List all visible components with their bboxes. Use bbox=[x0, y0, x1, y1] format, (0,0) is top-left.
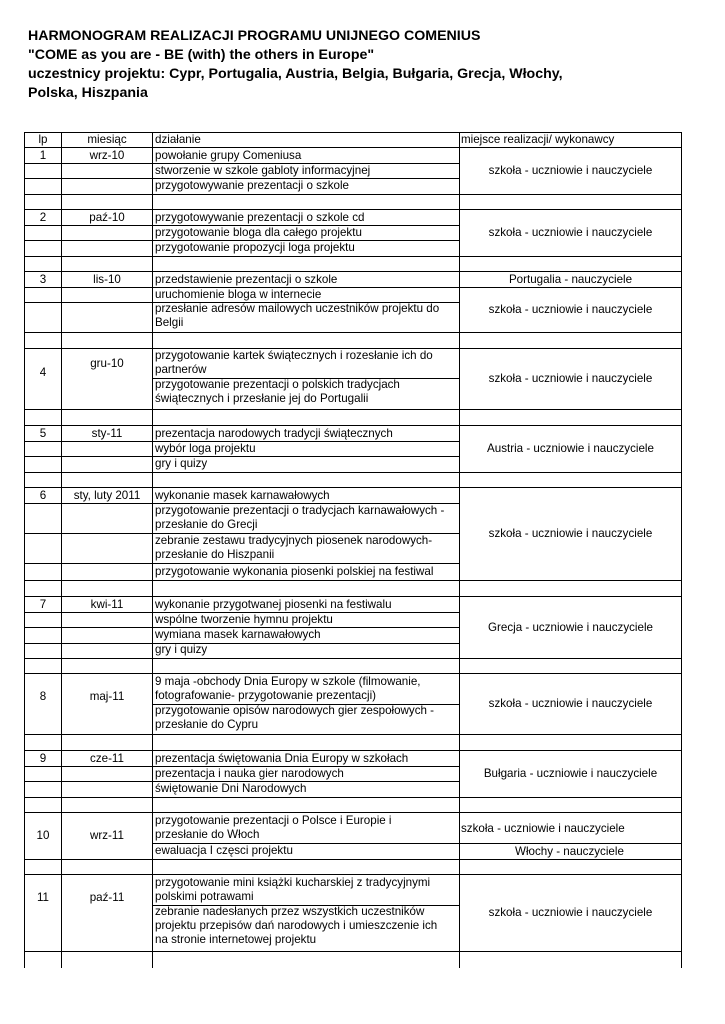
action-text: prezentacja świętowania Dnia Europy w szkołach bbox=[155, 752, 409, 765]
place-text: Włochy - nauczyciele bbox=[515, 845, 624, 858]
column-header-action: działanie bbox=[155, 133, 201, 146]
action-text: wymiana masek karnawałowych bbox=[155, 628, 321, 641]
action-text: wspólne tworzenie hymnu projektu bbox=[155, 613, 333, 626]
action-text: zebranie nadesłanych przez wszystkich uczestników bbox=[155, 905, 425, 918]
header-participants: uczestnicy projektu: Cypr, Portugalia, Austria, Belgia, Bułgaria, Grecja, Włochy, bbox=[28, 66, 563, 82]
action-text: przesłanie adresów mailowych uczestników projektu do bbox=[155, 302, 440, 315]
row-month: wrz-10 bbox=[89, 149, 125, 162]
action-text: przygotowanie prezentacji o polskich tradycjach bbox=[155, 378, 400, 391]
place-text: Portugalia - nauczyciele bbox=[508, 273, 633, 286]
action-text: przygotowywanie prezentacji o szkole cd bbox=[155, 211, 365, 224]
action-text: uruchomienie bloga w internecie bbox=[155, 288, 322, 301]
action-text: projektu przepisów dań narodowych i umieszczenie ich bbox=[155, 919, 438, 932]
action-text: wybór loga projektu bbox=[155, 442, 256, 455]
action-text: przygotowanie kartek świątecznych i rozesłanie ich do bbox=[155, 349, 433, 362]
action-text: przygotowanie prezentacji o tradycjach karnawałowych - bbox=[155, 504, 445, 517]
action-text: wykonanie przygotwanej piosenki na festiwalu bbox=[155, 598, 392, 611]
action-text: przesłanie do Cypru bbox=[155, 718, 259, 731]
action-text: wykonanie masek karnawałowych bbox=[155, 489, 330, 502]
column-header-month: miesiąc bbox=[87, 133, 127, 146]
action-text: prezentacja i nauka gier narodowych bbox=[155, 767, 344, 780]
place-text: szkoła - uczniowie i nauczyciele bbox=[488, 906, 653, 919]
row-month: maj-11 bbox=[89, 690, 125, 703]
action-text: 9 maja -obchody Dnia Europy w szkole (filmowanie, bbox=[155, 675, 421, 688]
place-text: Bułgaria - uczniowie i nauczyciele bbox=[483, 767, 658, 780]
action-text: stworzenie w szkole gabloty informacyjnej bbox=[155, 164, 371, 177]
action-text: fotografowanie- przygotowanie prezentacji) bbox=[155, 689, 377, 702]
row-month: sty, luty 2011 bbox=[73, 489, 141, 502]
place-text: szkoła - uczniowie i nauczyciele bbox=[488, 303, 653, 316]
column-header-lp: lp bbox=[38, 133, 48, 146]
row-lp: 1 bbox=[39, 149, 47, 162]
row-month: cze-11 bbox=[90, 752, 124, 765]
row-lp: 2 bbox=[39, 211, 47, 224]
row-month: kwi-11 bbox=[90, 598, 124, 611]
row-lp: 9 bbox=[39, 752, 47, 765]
row-month: wrz-11 bbox=[90, 829, 124, 842]
action-text: przygotowywanie prezentacji o szkole bbox=[155, 179, 349, 192]
place-text: Austria - uczniowie i nauczyciele bbox=[487, 442, 654, 455]
place-text: szkoła - uczniowie i nauczyciele bbox=[488, 164, 653, 177]
place-text: szkoła - uczniowie i nauczyciele bbox=[488, 226, 653, 239]
header-participants-cont: Polska, Hiszpania bbox=[28, 85, 148, 101]
action-text: gry i quizy bbox=[155, 457, 208, 470]
action-text: przygotowanie wykonania piosenki polskiej na festiwal bbox=[155, 565, 434, 578]
action-text: partnerów bbox=[155, 363, 207, 376]
action-text: gry i quizy bbox=[155, 643, 208, 656]
action-text: przygotowanie bloga dla całego projektu bbox=[155, 226, 362, 239]
action-text: Belgii bbox=[155, 316, 184, 329]
header-title: HARMONOGRAM REALIZACJI PROGRAMU UNIJNEGO COMENIUS bbox=[28, 28, 481, 44]
action-text: przesłanie do Włoch bbox=[155, 828, 260, 841]
row-lp: 6 bbox=[39, 489, 47, 502]
place-text: szkoła - uczniowie i nauczyciele bbox=[488, 372, 653, 385]
header-project-name: "COME as you are - BE (with) the others in Europe" bbox=[28, 47, 375, 63]
row-lp: 10 bbox=[36, 829, 50, 842]
column-header-place: miejsce realizacji/ wykonawcy bbox=[461, 133, 615, 146]
action-text: przesłanie do Hiszpanii bbox=[155, 548, 275, 561]
row-month: sty-11 bbox=[91, 427, 123, 440]
action-text: przygotowanie mini książki kucharskiej z tradycyjnymi bbox=[155, 876, 431, 889]
row-month: gru-10 bbox=[90, 357, 124, 370]
action-text: przygotowanie prezentacji o Polsce i Europie i bbox=[155, 814, 392, 827]
row-month: lis-10 bbox=[93, 273, 121, 286]
action-text: powołanie grupy Comeniusa bbox=[155, 149, 302, 162]
action-text: ewaluacja I częsci projektu bbox=[155, 844, 293, 857]
action-text: przygotowanie propozycji loga projektu bbox=[155, 241, 355, 254]
action-text: prezentacja narodowych tradycji świątecznych bbox=[155, 427, 393, 440]
place-text: szkoła - uczniowie i nauczyciele bbox=[461, 822, 625, 835]
place-text: Grecja - uczniowie i nauczyciele bbox=[488, 621, 653, 634]
row-lp: 7 bbox=[39, 598, 47, 611]
place-text: szkoła - uczniowie i nauczyciele bbox=[488, 527, 653, 540]
action-text: przesłanie do Grecji bbox=[155, 518, 258, 531]
row-lp: 8 bbox=[39, 690, 47, 703]
action-text: przygotowanie opisów narodowych gier zespołowych - bbox=[155, 704, 435, 717]
row-lp: 11 bbox=[36, 891, 50, 904]
row-lp: 5 bbox=[39, 427, 47, 440]
row-lp: 3 bbox=[39, 273, 47, 286]
row-month: paź-10 bbox=[89, 211, 125, 224]
action-text: na stronie internetowej projektu bbox=[155, 933, 317, 946]
row-lp: 4 bbox=[39, 366, 47, 379]
action-text: świątecznych i przesłanie jej do Portugalii bbox=[155, 392, 369, 405]
action-text: przedstawienie prezentacji o szkole bbox=[155, 273, 338, 286]
action-text: polskimi potrawami bbox=[155, 890, 254, 903]
action-text: świętowanie Dni Narodowych bbox=[155, 782, 307, 795]
action-text: zebranie zestawu tradycyjnych piosenek narodowych- bbox=[155, 534, 433, 547]
place-text: szkoła - uczniowie i nauczyciele bbox=[488, 697, 653, 710]
row-month: paź-11 bbox=[89, 891, 125, 904]
